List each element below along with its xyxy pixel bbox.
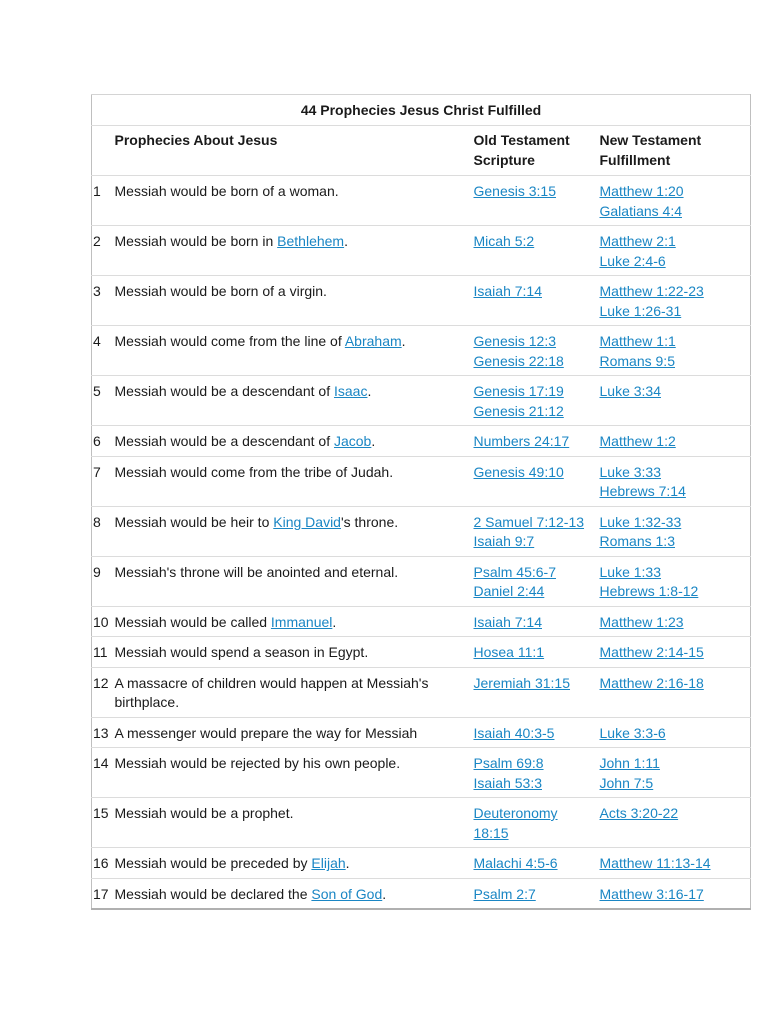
old-testament-link[interactable]: Genesis 3:15 — [473, 183, 556, 199]
table-row — [92, 326, 751, 376]
old-testament-refs — [474, 276, 600, 326]
header-new-testament-line2: Fulfillment — [599, 151, 671, 168]
prophecy-text-after: . — [382, 885, 387, 902]
old-testament-link[interactable]: Deuteronomy 18:15 — [473, 805, 558, 841]
old-testament-link[interactable]: Genesis 12:3 — [473, 333, 556, 349]
prophecy-text-before: Messiah would be rejected by his own people. — [114, 755, 401, 771]
new-testament-refs — [600, 456, 751, 506]
header-number-cell — [92, 126, 115, 176]
prophecy-text — [115, 798, 474, 848]
header-prophecy: Prophecies About Jesus — [115, 126, 474, 176]
new-testament-refs — [600, 376, 751, 426]
new-testament-refs — [600, 426, 751, 457]
old-testament-refs — [474, 748, 600, 798]
old-testament-refs — [474, 326, 600, 376]
new-testament-refs — [600, 506, 751, 556]
old-testament-link[interactable]: Genesis 22:18 — [473, 352, 564, 369]
table-row — [92, 176, 751, 226]
prophecy-inline-link[interactable]: Immanuel — [270, 613, 333, 630]
prophecy-text — [115, 376, 474, 426]
header-new-testament — [600, 126, 751, 176]
row-number: 8 — [92, 506, 115, 556]
row-number: 1 — [92, 176, 115, 226]
prophecy-text-before: A massacre of children would happen at Messiah's birthplace. — [114, 674, 429, 710]
new-testament-refs — [600, 276, 751, 326]
new-testament-refs — [600, 176, 751, 226]
row-number: 5 — [92, 376, 115, 426]
old-testament-link[interactable]: 2 Samuel 7:12-13 — [473, 513, 585, 530]
header-old-testament — [474, 126, 600, 176]
prophecy-text — [115, 326, 474, 376]
prophecy-inline-link[interactable]: Bethlehem — [277, 233, 345, 249]
prophecy-table — [91, 94, 751, 910]
old-testament-link[interactable]: Psalm 69:8 — [473, 755, 544, 771]
old-testament-link[interactable]: Daniel 2:44 — [473, 583, 545, 599]
new-testament-refs — [600, 667, 751, 717]
prophecy-text — [115, 878, 474, 909]
old-testament-link[interactable]: Isaiah 40:3-5 — [473, 724, 555, 741]
prophecy-text — [115, 226, 474, 276]
table-row — [92, 226, 751, 276]
prophecy-text — [115, 748, 474, 798]
prophecy-text — [115, 717, 474, 748]
old-testament-link[interactable]: Jeremiah 31:15 — [473, 674, 571, 691]
old-testament-link[interactable]: Isaiah 9:7 — [473, 533, 535, 549]
old-testament-link[interactable]: Isaiah 7:14 — [473, 613, 542, 630]
old-testament-link[interactable]: Isaiah 53:3 — [473, 774, 542, 791]
new-testament-link[interactable]: Luke 3:3-6 — [599, 724, 666, 741]
table-row — [92, 556, 751, 606]
new-testament-link[interactable]: Matthew 11:13-14 — [599, 855, 711, 871]
prophecy-text-before: Messiah would be born in — [114, 233, 278, 249]
old-testament-link[interactable]: Psalm 2:7 — [473, 885, 536, 902]
old-testament-link[interactable]: Malachi 4:5-6 — [473, 855, 558, 871]
prophecy-inline-link[interactable]: Elijah — [311, 855, 346, 871]
row-number: 17 — [92, 878, 115, 909]
row-number: 2 — [92, 226, 115, 276]
table-header-row — [92, 126, 751, 176]
new-testament-link[interactable]: Luke 2:4-6 — [599, 252, 666, 269]
prophecy-inline-link[interactable]: Son of God — [311, 885, 383, 902]
new-testament-link[interactable]: Matthew 2:16-18 — [599, 674, 704, 691]
new-testament-link[interactable]: Matthew 2:14-15 — [599, 644, 704, 660]
header-new-testament-line1: New Testament — [599, 132, 702, 148]
new-testament-link[interactable]: Luke 1:26-31 — [599, 302, 682, 319]
prophecy-text-before: Messiah would be a prophet. — [114, 805, 294, 821]
table-row — [92, 376, 751, 426]
new-testament-refs — [600, 326, 751, 376]
prophecy-text — [115, 637, 474, 668]
prophecy-text-after: . — [332, 613, 337, 630]
row-number: 13 — [92, 717, 115, 748]
new-testament-link[interactable]: Acts 3:20-22 — [599, 805, 679, 821]
row-number: 11 — [92, 637, 115, 668]
new-testament-link[interactable]: Luke 3:33 — [599, 463, 661, 480]
old-testament-refs — [474, 176, 600, 226]
old-testament-refs — [474, 426, 600, 457]
prophecy-inline-link[interactable]: Isaac — [333, 383, 368, 399]
table-row — [92, 276, 751, 326]
prophecy-text-before: Messiah's throne will be anointed and eternal. — [114, 563, 399, 580]
row-number: 9 — [92, 556, 115, 606]
prophecy-text — [115, 556, 474, 606]
prophecy-text — [115, 606, 474, 637]
new-testament-link[interactable]: Matthew 1:1 — [599, 333, 676, 349]
old-testament-refs — [474, 456, 600, 506]
old-testament-refs — [474, 226, 600, 276]
old-testament-refs — [474, 637, 600, 668]
old-testament-refs — [474, 798, 600, 848]
prophecy-text-before: Messiah would be preceded by — [114, 855, 312, 871]
new-testament-refs — [600, 848, 751, 879]
prophecy-text-after: . — [345, 855, 350, 871]
prophecy-text-after: . — [367, 383, 372, 399]
old-testament-refs — [474, 506, 600, 556]
old-testament-refs — [474, 848, 600, 879]
old-testament-refs — [474, 556, 600, 606]
old-testament-refs — [474, 717, 600, 748]
new-testament-link[interactable]: John 7:5 — [599, 774, 654, 791]
table-row — [92, 848, 751, 879]
table-row — [92, 717, 751, 748]
row-number: 7 — [92, 456, 115, 506]
prophecy-text-before: Messiah would come from the tribe of Judah. — [114, 463, 394, 480]
new-testament-refs — [600, 556, 751, 606]
prophecy-text-before: Messiah would be a descendant of — [114, 433, 334, 449]
prophecy-text — [115, 176, 474, 226]
row-number: 16 — [92, 848, 115, 879]
prophecy-inline-link[interactable]: Abraham — [344, 333, 402, 349]
new-testament-link[interactable]: Hebrews 1:8-12 — [599, 583, 699, 599]
table-row — [92, 637, 751, 668]
prophecy-text-after: . — [344, 233, 348, 249]
prophecy-text — [115, 456, 474, 506]
old-testament-link[interactable]: Genesis 49:10 — [473, 463, 564, 480]
row-number: 6 — [92, 426, 115, 457]
old-testament-link[interactable]: Micah 5:2 — [473, 233, 535, 249]
prophecy-text — [115, 506, 474, 556]
new-testament-refs — [600, 748, 751, 798]
table-row — [92, 506, 751, 556]
new-testament-link[interactable]: John 1:11 — [599, 755, 660, 771]
prophecy-text-after: 's throne. — [340, 513, 399, 530]
old-testament-link[interactable]: Genesis 21:12 — [473, 402, 564, 419]
prophecy-text — [115, 848, 474, 879]
new-testament-link[interactable]: Matthew 2:1 — [599, 233, 676, 249]
new-testament-refs — [600, 717, 751, 748]
new-testament-refs — [600, 878, 751, 909]
table-title: 44 Prophecies Jesus Christ Fulfilled — [92, 95, 751, 126]
new-testament-refs — [600, 226, 751, 276]
new-testament-link[interactable]: Galatians 4:4 — [599, 202, 682, 219]
new-testament-link[interactable]: Luke 3:34 — [599, 383, 661, 399]
prophecy-text-before: Messiah would be born of a virgin. — [114, 283, 327, 299]
prophecy-text-before: Messiah would be a descendant of — [114, 383, 334, 399]
prophecy-inline-link[interactable]: Jacob — [333, 433, 372, 449]
table-title-row — [92, 95, 751, 126]
new-testament-link[interactable]: Matthew 1:23 — [599, 613, 684, 630]
table-row — [92, 798, 751, 848]
row-number: 15 — [92, 798, 115, 848]
new-testament-refs — [600, 637, 751, 668]
old-testament-refs — [474, 878, 600, 909]
old-testament-refs — [474, 606, 600, 637]
prophecy-text — [115, 276, 474, 326]
table-row — [92, 667, 751, 717]
row-number: 14 — [92, 748, 115, 798]
new-testament-link[interactable]: Hebrews 7:14 — [599, 483, 686, 499]
new-testament-refs — [600, 798, 751, 848]
table-row — [92, 748, 751, 798]
prophecy-text-before: Messiah would come from the line of — [114, 333, 345, 349]
row-number: 12 — [92, 667, 115, 717]
old-testament-refs — [474, 376, 600, 426]
table-row — [92, 606, 751, 637]
prophecy-text-before: Messiah would be called — [114, 613, 271, 630]
old-testament-link[interactable]: Hosea 11:1 — [473, 644, 545, 660]
prophecy-text-before: Messiah would spend a season in Egypt. — [114, 644, 369, 660]
new-testament-link[interactable]: Luke 1:33 — [599, 563, 661, 580]
table-row — [92, 878, 751, 909]
table-row — [92, 426, 751, 457]
prophecy-text — [115, 426, 474, 457]
new-testament-link[interactable]: Matthew 3:16-17 — [599, 885, 704, 902]
table-row — [92, 456, 751, 506]
old-testament-link[interactable]: Psalm 45:6-7 — [473, 563, 556, 580]
prophecy-text-before: Messiah would be declared the — [114, 885, 312, 902]
new-testament-link[interactable]: Luke 1:32-33 — [599, 513, 682, 530]
new-testament-link[interactable]: Matthew 1:20 — [599, 183, 684, 199]
row-number: 10 — [92, 606, 115, 637]
new-testament-link[interactable]: Matthew 1:2 — [599, 433, 676, 449]
old-testament-refs — [474, 667, 600, 717]
prophecy-text-before: Messiah would be heir to — [114, 513, 274, 530]
row-number: 4 — [92, 326, 115, 376]
prophecy-text-after: . — [371, 433, 376, 449]
old-testament-link[interactable]: Isaiah 7:14 — [473, 283, 542, 299]
row-number: 3 — [92, 276, 115, 326]
old-testament-link[interactable]: Genesis 17:19 — [473, 383, 564, 399]
old-testament-link[interactable]: Numbers 24:17 — [473, 433, 570, 449]
new-testament-link[interactable]: Matthew 1:22-23 — [599, 283, 704, 299]
new-testament-refs — [600, 606, 751, 637]
header-old-testament-line2: Scripture — [473, 151, 535, 168]
prophecy-text-after: . — [401, 333, 406, 349]
new-testament-link[interactable]: Romans 9:5 — [599, 352, 675, 369]
prophecy-inline-link[interactable]: King David — [273, 513, 341, 530]
prophecy-text — [115, 667, 474, 717]
prophecy-text-before: A messenger would prepare the way for Messiah — [114, 724, 418, 741]
prophecy-text-before: Messiah would be born of a woman. — [114, 183, 339, 199]
header-old-testament-line1: Old Testament — [473, 132, 570, 148]
new-testament-link[interactable]: Romans 1:3 — [599, 533, 675, 549]
